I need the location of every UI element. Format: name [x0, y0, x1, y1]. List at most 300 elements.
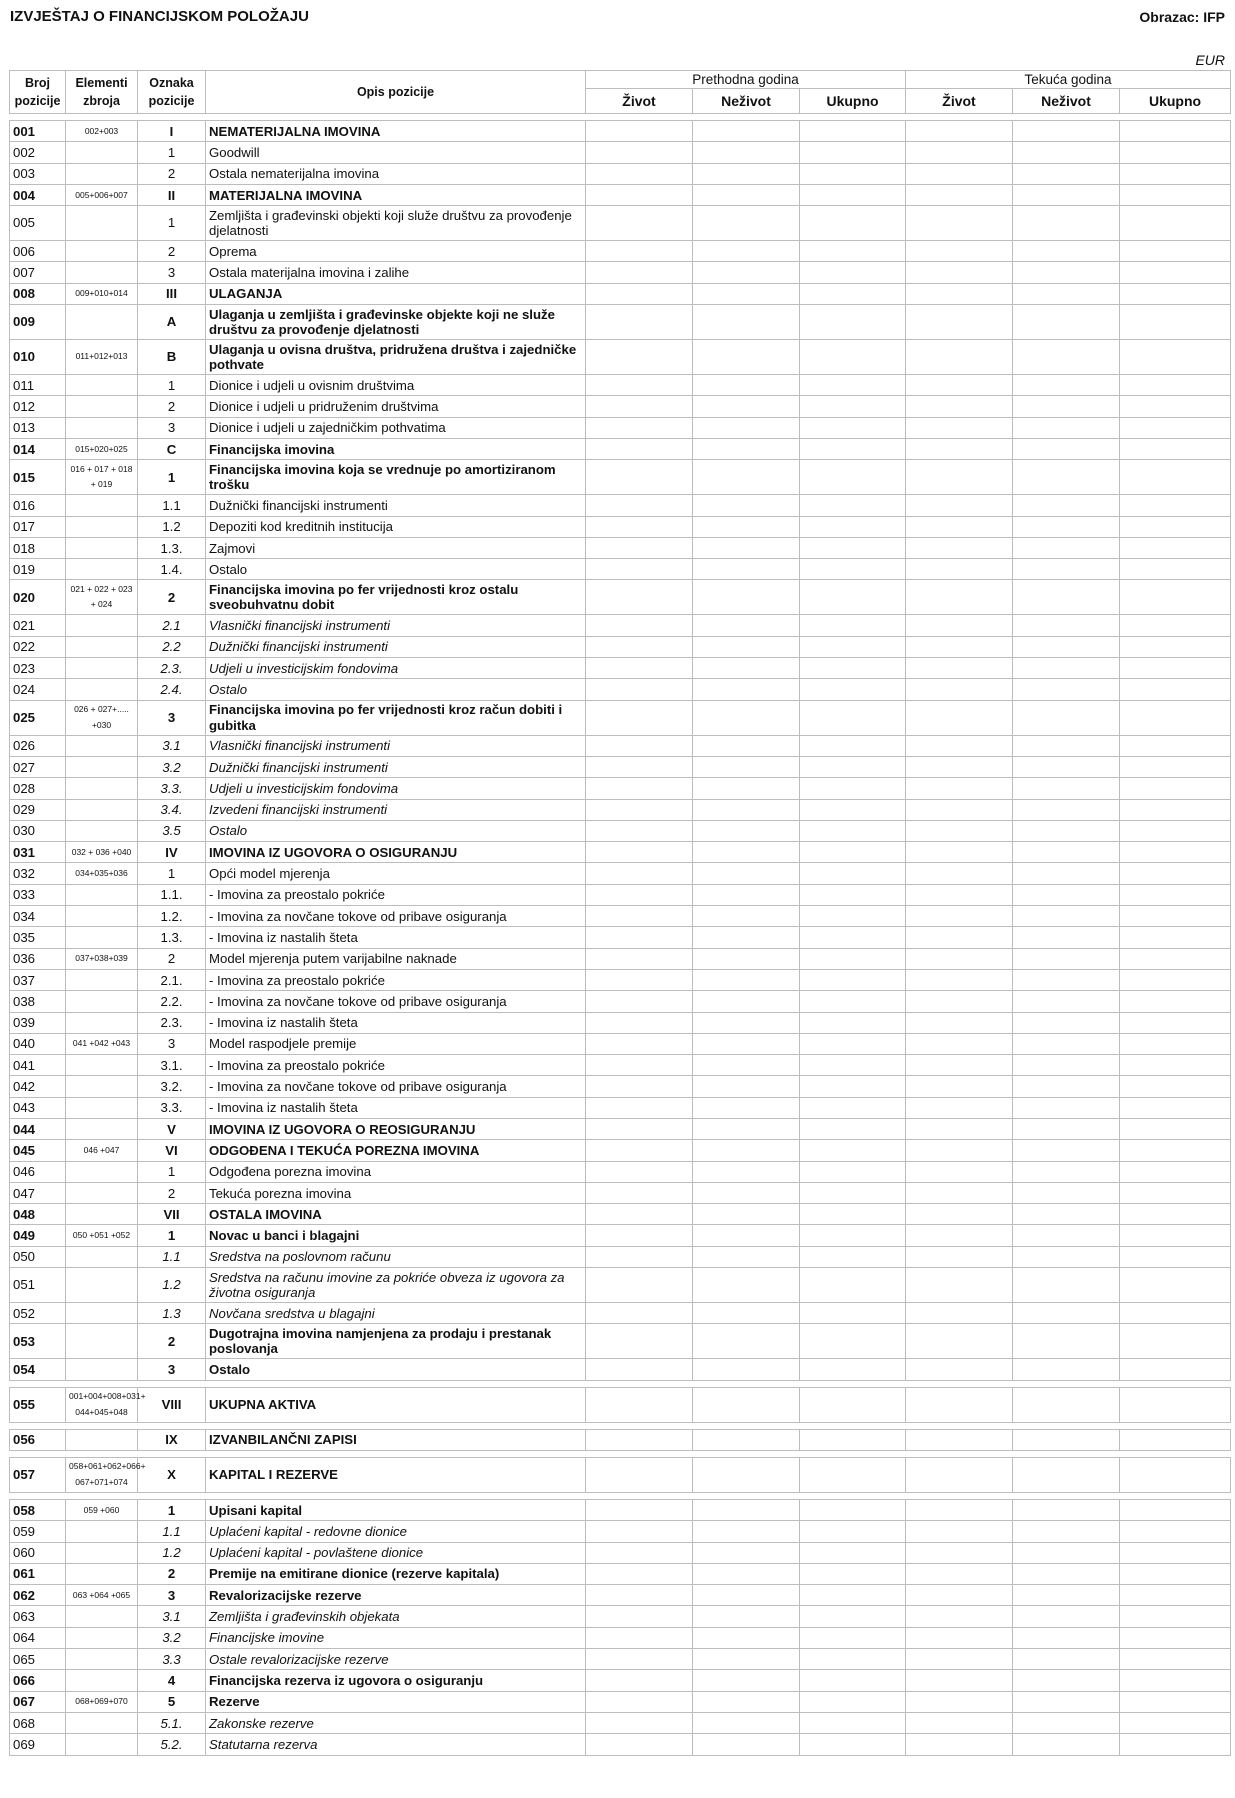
prev-total-value[interactable]	[800, 1585, 906, 1606]
curr-total-value[interactable]	[1120, 969, 1231, 990]
curr-total-value[interactable]	[1120, 820, 1231, 841]
prev-life-value[interactable]	[586, 1712, 693, 1733]
curr-life-value[interactable]	[906, 1521, 1013, 1542]
curr-life-value[interactable]	[906, 262, 1013, 283]
curr-total-value[interactable]	[1120, 1734, 1231, 1755]
curr-life-value[interactable]	[906, 1627, 1013, 1648]
curr-total-value[interactable]	[1120, 1712, 1231, 1733]
curr-nonlife-value[interactable]	[1013, 495, 1120, 516]
prev-life-value[interactable]	[586, 1606, 693, 1627]
prev-total-value[interactable]	[800, 1691, 906, 1712]
curr-life-value[interactable]	[906, 1076, 1013, 1097]
curr-life-value[interactable]	[906, 1585, 1013, 1606]
prev-life-value[interactable]	[586, 417, 693, 438]
prev-life-value[interactable]	[586, 1303, 693, 1324]
curr-nonlife-value[interactable]	[1013, 375, 1120, 396]
curr-nonlife-value[interactable]	[1013, 460, 1120, 495]
curr-total-value[interactable]	[1120, 1691, 1231, 1712]
prev-total-value[interactable]	[800, 375, 906, 396]
prev-life-value[interactable]	[586, 1055, 693, 1076]
prev-total-value[interactable]	[800, 1055, 906, 1076]
prev-total-value[interactable]	[800, 1606, 906, 1627]
prev-life-value[interactable]	[586, 1521, 693, 1542]
curr-nonlife-value[interactable]	[1013, 969, 1120, 990]
prev-life-value[interactable]	[586, 884, 693, 905]
curr-life-value[interactable]	[906, 396, 1013, 417]
curr-nonlife-value[interactable]	[1013, 1712, 1120, 1733]
prev-life-value[interactable]	[586, 516, 693, 537]
prev-life-value[interactable]	[586, 163, 693, 184]
curr-nonlife-value[interactable]	[1013, 283, 1120, 304]
curr-total-value[interactable]	[1120, 1161, 1231, 1182]
prev-total-value[interactable]	[800, 396, 906, 417]
prev-total-value[interactable]	[800, 756, 906, 777]
prev-nonlife-value[interactable]	[693, 1691, 800, 1712]
curr-life-value[interactable]	[906, 778, 1013, 799]
curr-total-value[interactable]	[1120, 1542, 1231, 1563]
curr-total-value[interactable]	[1120, 1246, 1231, 1267]
prev-nonlife-value[interactable]	[693, 679, 800, 700]
curr-life-value[interactable]	[906, 1182, 1013, 1203]
curr-life-value[interactable]	[906, 636, 1013, 657]
curr-total-value[interactable]	[1120, 305, 1231, 340]
prev-total-value[interactable]	[800, 1627, 906, 1648]
prev-nonlife-value[interactable]	[693, 1303, 800, 1324]
prev-total-value[interactable]	[800, 206, 906, 241]
prev-nonlife-value[interactable]	[693, 1012, 800, 1033]
prev-total-value[interactable]	[800, 1712, 906, 1733]
prev-total-value[interactable]	[800, 283, 906, 304]
curr-total-value[interactable]	[1120, 1429, 1231, 1450]
curr-total-value[interactable]	[1120, 262, 1231, 283]
prev-life-value[interactable]	[586, 863, 693, 884]
prev-life-value[interactable]	[586, 184, 693, 205]
curr-nonlife-value[interactable]	[1013, 1033, 1120, 1054]
prev-total-value[interactable]	[800, 969, 906, 990]
curr-life-value[interactable]	[906, 948, 1013, 969]
prev-total-value[interactable]	[800, 636, 906, 657]
curr-total-value[interactable]	[1120, 615, 1231, 636]
curr-life-value[interactable]	[906, 1457, 1013, 1492]
curr-total-value[interactable]	[1120, 184, 1231, 205]
prev-life-value[interactable]	[586, 142, 693, 163]
prev-life-value[interactable]	[586, 1225, 693, 1246]
curr-life-value[interactable]	[906, 1324, 1013, 1359]
prev-total-value[interactable]	[800, 1457, 906, 1492]
prev-nonlife-value[interactable]	[693, 1033, 800, 1054]
prev-total-value[interactable]	[800, 1076, 906, 1097]
curr-nonlife-value[interactable]	[1013, 121, 1120, 142]
prev-total-value[interactable]	[800, 658, 906, 679]
curr-life-value[interactable]	[906, 756, 1013, 777]
prev-total-value[interactable]	[800, 184, 906, 205]
curr-total-value[interactable]	[1120, 1457, 1231, 1492]
curr-total-value[interactable]	[1120, 991, 1231, 1012]
curr-total-value[interactable]	[1120, 121, 1231, 142]
curr-nonlife-value[interactable]	[1013, 778, 1120, 799]
prev-nonlife-value[interactable]	[693, 495, 800, 516]
prev-nonlife-value[interactable]	[693, 305, 800, 340]
curr-total-value[interactable]	[1120, 241, 1231, 262]
prev-total-value[interactable]	[800, 1303, 906, 1324]
curr-nonlife-value[interactable]	[1013, 1606, 1120, 1627]
curr-nonlife-value[interactable]	[1013, 700, 1120, 735]
prev-total-value[interactable]	[800, 516, 906, 537]
curr-total-value[interactable]	[1120, 375, 1231, 396]
prev-nonlife-value[interactable]	[693, 1499, 800, 1520]
curr-total-value[interactable]	[1120, 438, 1231, 459]
curr-total-value[interactable]	[1120, 396, 1231, 417]
prev-nonlife-value[interactable]	[693, 948, 800, 969]
curr-life-value[interactable]	[906, 438, 1013, 459]
prev-nonlife-value[interactable]	[693, 516, 800, 537]
prev-total-value[interactable]	[800, 262, 906, 283]
curr-total-value[interactable]	[1120, 460, 1231, 495]
prev-total-value[interactable]	[800, 1246, 906, 1267]
prev-life-value[interactable]	[586, 1097, 693, 1118]
prev-nonlife-value[interactable]	[693, 799, 800, 820]
curr-total-value[interactable]	[1120, 495, 1231, 516]
prev-nonlife-value[interactable]	[693, 1246, 800, 1267]
curr-life-value[interactable]	[906, 842, 1013, 863]
curr-total-value[interactable]	[1120, 559, 1231, 580]
prev-total-value[interactable]	[800, 1033, 906, 1054]
prev-life-value[interactable]	[586, 1324, 693, 1359]
curr-total-value[interactable]	[1120, 163, 1231, 184]
curr-nonlife-value[interactable]	[1013, 142, 1120, 163]
curr-life-value[interactable]	[906, 163, 1013, 184]
curr-life-value[interactable]	[906, 820, 1013, 841]
curr-nonlife-value[interactable]	[1013, 1542, 1120, 1563]
curr-life-value[interactable]	[906, 1429, 1013, 1450]
prev-life-value[interactable]	[586, 1627, 693, 1648]
prev-life-value[interactable]	[586, 1670, 693, 1691]
curr-life-value[interactable]	[906, 1303, 1013, 1324]
curr-nonlife-value[interactable]	[1013, 1627, 1120, 1648]
prev-life-value[interactable]	[586, 305, 693, 340]
prev-nonlife-value[interactable]	[693, 927, 800, 948]
curr-nonlife-value[interactable]	[1013, 1182, 1120, 1203]
prev-nonlife-value[interactable]	[693, 121, 800, 142]
prev-nonlife-value[interactable]	[693, 1140, 800, 1161]
curr-life-value[interactable]	[906, 580, 1013, 615]
prev-nonlife-value[interactable]	[693, 396, 800, 417]
curr-nonlife-value[interactable]	[1013, 1359, 1120, 1380]
prev-life-value[interactable]	[586, 1542, 693, 1563]
curr-nonlife-value[interactable]	[1013, 438, 1120, 459]
curr-nonlife-value[interactable]	[1013, 396, 1120, 417]
curr-nonlife-value[interactable]	[1013, 1097, 1120, 1118]
curr-nonlife-value[interactable]	[1013, 1691, 1120, 1712]
curr-total-value[interactable]	[1120, 417, 1231, 438]
prev-life-value[interactable]	[586, 820, 693, 841]
curr-life-value[interactable]	[906, 206, 1013, 241]
prev-total-value[interactable]	[800, 948, 906, 969]
prev-life-value[interactable]	[586, 559, 693, 580]
curr-life-value[interactable]	[906, 1499, 1013, 1520]
curr-total-value[interactable]	[1120, 1649, 1231, 1670]
curr-life-value[interactable]	[906, 1542, 1013, 1563]
curr-total-value[interactable]	[1120, 1627, 1231, 1648]
prev-nonlife-value[interactable]	[693, 1627, 800, 1648]
curr-nonlife-value[interactable]	[1013, 1670, 1120, 1691]
curr-total-value[interactable]	[1120, 884, 1231, 905]
prev-nonlife-value[interactable]	[693, 163, 800, 184]
curr-life-value[interactable]	[906, 516, 1013, 537]
prev-life-value[interactable]	[586, 1182, 693, 1203]
curr-life-value[interactable]	[906, 1204, 1013, 1225]
prev-nonlife-value[interactable]	[693, 537, 800, 558]
prev-life-value[interactable]	[586, 1585, 693, 1606]
curr-nonlife-value[interactable]	[1013, 305, 1120, 340]
prev-total-value[interactable]	[800, 1563, 906, 1584]
curr-nonlife-value[interactable]	[1013, 163, 1120, 184]
prev-nonlife-value[interactable]	[693, 1055, 800, 1076]
curr-nonlife-value[interactable]	[1013, 516, 1120, 537]
prev-nonlife-value[interactable]	[693, 559, 800, 580]
prev-total-value[interactable]	[800, 1097, 906, 1118]
prev-nonlife-value[interactable]	[693, 375, 800, 396]
curr-total-value[interactable]	[1120, 1563, 1231, 1584]
curr-nonlife-value[interactable]	[1013, 1225, 1120, 1246]
prev-total-value[interactable]	[800, 863, 906, 884]
prev-life-value[interactable]	[586, 906, 693, 927]
curr-life-value[interactable]	[906, 735, 1013, 756]
prev-total-value[interactable]	[800, 142, 906, 163]
curr-life-value[interactable]	[906, 1161, 1013, 1182]
prev-nonlife-value[interactable]	[693, 1097, 800, 1118]
curr-nonlife-value[interactable]	[1013, 241, 1120, 262]
prev-life-value[interactable]	[586, 1359, 693, 1380]
prev-total-value[interactable]	[800, 1225, 906, 1246]
curr-total-value[interactable]	[1120, 1097, 1231, 1118]
curr-life-value[interactable]	[906, 658, 1013, 679]
prev-total-value[interactable]	[800, 580, 906, 615]
curr-nonlife-value[interactable]	[1013, 735, 1120, 756]
prev-nonlife-value[interactable]	[693, 206, 800, 241]
prev-life-value[interactable]	[586, 756, 693, 777]
curr-total-value[interactable]	[1120, 658, 1231, 679]
prev-life-value[interactable]	[586, 580, 693, 615]
prev-life-value[interactable]	[586, 778, 693, 799]
prev-nonlife-value[interactable]	[693, 1387, 800, 1422]
prev-nonlife-value[interactable]	[693, 1649, 800, 1670]
prev-life-value[interactable]	[586, 396, 693, 417]
prev-total-value[interactable]	[800, 679, 906, 700]
prev-life-value[interactable]	[586, 1499, 693, 1520]
prev-total-value[interactable]	[800, 417, 906, 438]
prev-total-value[interactable]	[800, 1499, 906, 1520]
curr-life-value[interactable]	[906, 1033, 1013, 1054]
curr-life-value[interactable]	[906, 1359, 1013, 1380]
prev-life-value[interactable]	[586, 799, 693, 820]
prev-nonlife-value[interactable]	[693, 969, 800, 990]
curr-life-value[interactable]	[906, 184, 1013, 205]
prev-total-value[interactable]	[800, 241, 906, 262]
curr-life-value[interactable]	[906, 1734, 1013, 1755]
curr-total-value[interactable]	[1120, 778, 1231, 799]
prev-life-value[interactable]	[586, 1140, 693, 1161]
curr-total-value[interactable]	[1120, 206, 1231, 241]
curr-nonlife-value[interactable]	[1013, 1268, 1120, 1303]
curr-total-value[interactable]	[1120, 679, 1231, 700]
curr-total-value[interactable]	[1120, 1324, 1231, 1359]
curr-life-value[interactable]	[906, 121, 1013, 142]
curr-nonlife-value[interactable]	[1013, 1055, 1120, 1076]
prev-nonlife-value[interactable]	[693, 1670, 800, 1691]
curr-total-value[interactable]	[1120, 537, 1231, 558]
prev-life-value[interactable]	[586, 1734, 693, 1755]
curr-total-value[interactable]	[1120, 1670, 1231, 1691]
prev-nonlife-value[interactable]	[693, 142, 800, 163]
curr-total-value[interactable]	[1120, 1182, 1231, 1203]
curr-total-value[interactable]	[1120, 1268, 1231, 1303]
prev-life-value[interactable]	[586, 1033, 693, 1054]
prev-life-value[interactable]	[586, 262, 693, 283]
curr-total-value[interactable]	[1120, 735, 1231, 756]
prev-life-value[interactable]	[586, 1161, 693, 1182]
prev-total-value[interactable]	[800, 735, 906, 756]
prev-total-value[interactable]	[800, 1521, 906, 1542]
prev-life-value[interactable]	[586, 615, 693, 636]
curr-life-value[interactable]	[906, 305, 1013, 340]
curr-nonlife-value[interactable]	[1013, 580, 1120, 615]
curr-life-value[interactable]	[906, 1140, 1013, 1161]
prev-total-value[interactable]	[800, 121, 906, 142]
prev-nonlife-value[interactable]	[693, 1606, 800, 1627]
prev-life-value[interactable]	[586, 636, 693, 657]
prev-total-value[interactable]	[800, 495, 906, 516]
prev-nonlife-value[interactable]	[693, 1076, 800, 1097]
prev-nonlife-value[interactable]	[693, 1734, 800, 1755]
curr-total-value[interactable]	[1120, 1303, 1231, 1324]
curr-life-value[interactable]	[906, 559, 1013, 580]
curr-life-value[interactable]	[906, 1225, 1013, 1246]
prev-life-value[interactable]	[586, 121, 693, 142]
curr-life-value[interactable]	[906, 1118, 1013, 1139]
prev-total-value[interactable]	[800, 1161, 906, 1182]
curr-nonlife-value[interactable]	[1013, 559, 1120, 580]
prev-life-value[interactable]	[586, 1649, 693, 1670]
prev-nonlife-value[interactable]	[693, 1359, 800, 1380]
prev-life-value[interactable]	[586, 1268, 693, 1303]
prev-total-value[interactable]	[800, 537, 906, 558]
curr-life-value[interactable]	[906, 1691, 1013, 1712]
prev-nonlife-value[interactable]	[693, 906, 800, 927]
prev-total-value[interactable]	[800, 163, 906, 184]
curr-nonlife-value[interactable]	[1013, 658, 1120, 679]
prev-life-value[interactable]	[586, 842, 693, 863]
prev-nonlife-value[interactable]	[693, 241, 800, 262]
curr-nonlife-value[interactable]	[1013, 1457, 1120, 1492]
prev-nonlife-value[interactable]	[693, 1161, 800, 1182]
curr-life-value[interactable]	[906, 906, 1013, 927]
curr-nonlife-value[interactable]	[1013, 1161, 1120, 1182]
prev-life-value[interactable]	[586, 438, 693, 459]
prev-life-value[interactable]	[586, 679, 693, 700]
curr-total-value[interactable]	[1120, 1118, 1231, 1139]
prev-nonlife-value[interactable]	[693, 991, 800, 1012]
prev-nonlife-value[interactable]	[693, 1542, 800, 1563]
curr-nonlife-value[interactable]	[1013, 417, 1120, 438]
prev-nonlife-value[interactable]	[693, 417, 800, 438]
prev-life-value[interactable]	[586, 1076, 693, 1097]
curr-nonlife-value[interactable]	[1013, 1076, 1120, 1097]
prev-nonlife-value[interactable]	[693, 700, 800, 735]
prev-life-value[interactable]	[586, 1012, 693, 1033]
prev-nonlife-value[interactable]	[693, 820, 800, 841]
curr-total-value[interactable]	[1120, 799, 1231, 820]
curr-life-value[interactable]	[906, 1563, 1013, 1584]
curr-life-value[interactable]	[906, 375, 1013, 396]
curr-life-value[interactable]	[906, 1712, 1013, 1733]
curr-nonlife-value[interactable]	[1013, 799, 1120, 820]
curr-total-value[interactable]	[1120, 927, 1231, 948]
prev-life-value[interactable]	[586, 241, 693, 262]
prev-life-value[interactable]	[586, 206, 693, 241]
prev-life-value[interactable]	[586, 1204, 693, 1225]
prev-nonlife-value[interactable]	[693, 438, 800, 459]
curr-life-value[interactable]	[906, 340, 1013, 375]
curr-nonlife-value[interactable]	[1013, 906, 1120, 927]
curr-nonlife-value[interactable]	[1013, 820, 1120, 841]
prev-nonlife-value[interactable]	[693, 1585, 800, 1606]
prev-nonlife-value[interactable]	[693, 842, 800, 863]
curr-nonlife-value[interactable]	[1013, 537, 1120, 558]
prev-total-value[interactable]	[800, 1140, 906, 1161]
curr-total-value[interactable]	[1120, 700, 1231, 735]
prev-total-value[interactable]	[800, 1118, 906, 1139]
curr-total-value[interactable]	[1120, 516, 1231, 537]
prev-total-value[interactable]	[800, 1359, 906, 1380]
curr-nonlife-value[interactable]	[1013, 927, 1120, 948]
curr-total-value[interactable]	[1120, 906, 1231, 927]
prev-nonlife-value[interactable]	[693, 1563, 800, 1584]
prev-nonlife-value[interactable]	[693, 1268, 800, 1303]
prev-nonlife-value[interactable]	[693, 1118, 800, 1139]
curr-nonlife-value[interactable]	[1013, 1734, 1120, 1755]
curr-total-value[interactable]	[1120, 863, 1231, 884]
prev-total-value[interactable]	[800, 438, 906, 459]
curr-total-value[interactable]	[1120, 1585, 1231, 1606]
curr-life-value[interactable]	[906, 927, 1013, 948]
curr-nonlife-value[interactable]	[1013, 340, 1120, 375]
curr-nonlife-value[interactable]	[1013, 1499, 1120, 1520]
prev-life-value[interactable]	[586, 495, 693, 516]
curr-total-value[interactable]	[1120, 756, 1231, 777]
prev-total-value[interactable]	[800, 842, 906, 863]
curr-nonlife-value[interactable]	[1013, 1585, 1120, 1606]
prev-nonlife-value[interactable]	[693, 1182, 800, 1203]
curr-life-value[interactable]	[906, 460, 1013, 495]
curr-nonlife-value[interactable]	[1013, 262, 1120, 283]
curr-total-value[interactable]	[1120, 636, 1231, 657]
curr-total-value[interactable]	[1120, 1521, 1231, 1542]
prev-total-value[interactable]	[800, 884, 906, 905]
curr-total-value[interactable]	[1120, 142, 1231, 163]
prev-life-value[interactable]	[586, 658, 693, 679]
curr-life-value[interactable]	[906, 679, 1013, 700]
curr-nonlife-value[interactable]	[1013, 1563, 1120, 1584]
prev-nonlife-value[interactable]	[693, 1712, 800, 1733]
curr-nonlife-value[interactable]	[1013, 948, 1120, 969]
prev-life-value[interactable]	[586, 1691, 693, 1712]
curr-nonlife-value[interactable]	[1013, 1012, 1120, 1033]
curr-nonlife-value[interactable]	[1013, 1204, 1120, 1225]
curr-life-value[interactable]	[906, 1606, 1013, 1627]
prev-nonlife-value[interactable]	[693, 884, 800, 905]
curr-total-value[interactable]	[1120, 1359, 1231, 1380]
